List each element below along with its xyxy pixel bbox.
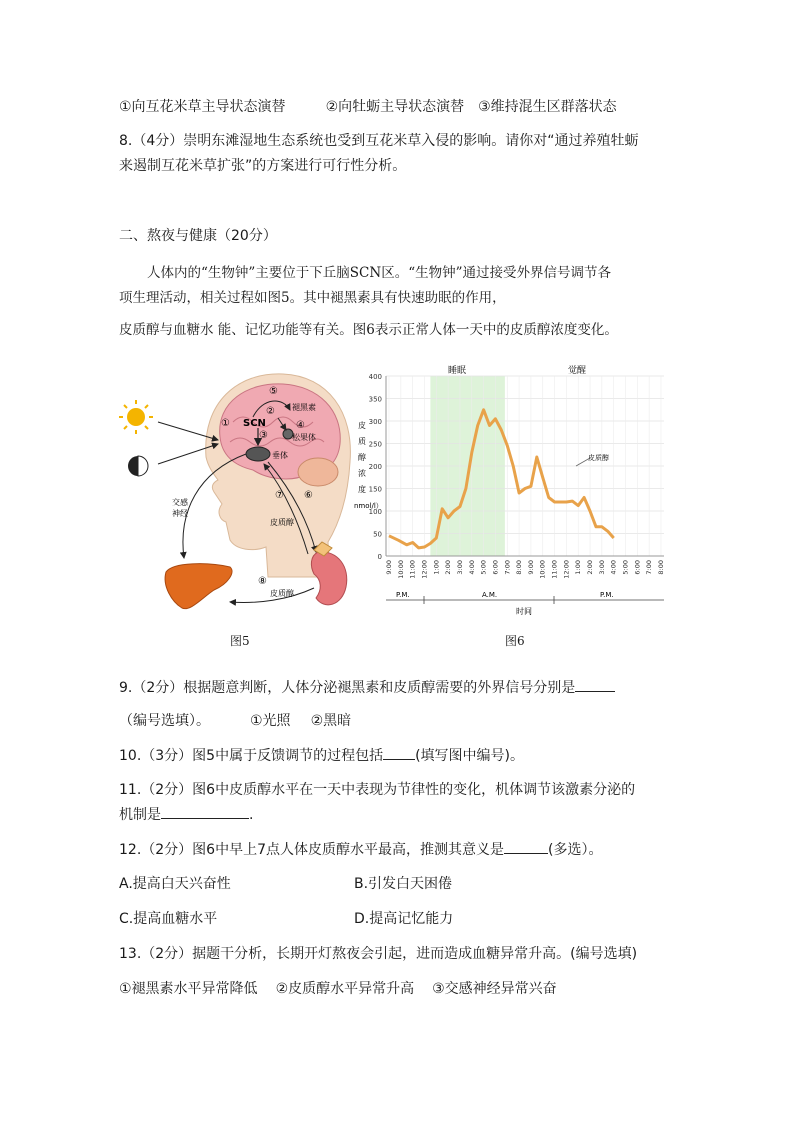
awake-band-label: 觉醒 (568, 366, 587, 376)
x-tick-label: 10:00 (538, 560, 547, 579)
x-tick-label: 3:00 (455, 560, 464, 575)
figure-5-caption: 图5 (230, 634, 250, 648)
y-tick-label: 400 (368, 373, 382, 381)
option-1: ①向互花米草主导状态演替 (119, 99, 286, 115)
y-tick-label: 50 (373, 530, 382, 539)
liver-icon (165, 564, 232, 609)
num-1: ① (221, 418, 230, 429)
x-tick-label: 2:00 (586, 560, 595, 575)
melatonin-label: 褪黑素 (292, 403, 316, 412)
question-8-line1: 8.（4分）崇明东滩湿地生态系统也受到互花米草入侵的影响。请你对“通过养殖牡蛎 (119, 133, 639, 149)
y-tick-label: 100 (368, 508, 382, 516)
q10-text: 10.（3分）图5中属于反馈调节的过程包括 (119, 748, 384, 764)
svg-text:度: 度 (358, 485, 366, 494)
intro-line2: 项生理活动，相关过程如图5。其中褪黑素具有快速助眠的作用， (119, 290, 506, 306)
x-tick-label: 12:00 (420, 560, 429, 579)
scn-label: SCN (243, 418, 266, 429)
svg-text:浓: 浓 (358, 469, 366, 478)
x-ticks (385, 560, 665, 579)
y-tick-label: 200 (368, 463, 382, 471)
moon-icon (128, 456, 148, 476)
chart-grid (386, 376, 664, 556)
q12-suffix: (多选）。 (548, 842, 603, 858)
figure-6-chart (354, 362, 670, 624)
q12-option-b: B.引发白天困倦 (354, 876, 453, 892)
question-12 (119, 839, 602, 860)
sympathetic-label-2: 神经 (172, 509, 188, 518)
q11-blank[interactable] (161, 804, 249, 819)
x-tick-label: 7:00 (503, 560, 512, 575)
q9-option-1: ①光照 (250, 713, 291, 729)
figure-6-caption: 图6 (505, 634, 525, 648)
q12-option-a: A.提高白天兴奋性 (119, 876, 231, 892)
period-am: A.M. (482, 591, 498, 599)
q9-text: 9.（2分）根据题意判断，人体分泌褪黑素和皮质醇需要的外界信号分别是 (119, 680, 576, 696)
x-tick-label: 11:00 (408, 560, 417, 579)
q12-blank[interactable] (504, 839, 548, 854)
y-tick-label: 150 (368, 485, 382, 494)
y-tick-label: 300 (368, 418, 382, 426)
x-tick-label: 1:00 (432, 560, 441, 575)
num-7: ⑦ (275, 490, 284, 501)
option-2: ②向牡蛎主导状态演替 (325, 99, 465, 115)
question-9-options (119, 711, 351, 731)
q9-instruction: （编号选填）。 (119, 713, 210, 729)
sun-icon (119, 400, 153, 434)
num-3: ③ (259, 430, 268, 441)
x-tick-label: 11:00 (550, 560, 559, 579)
x-axis-title: 时间 (516, 607, 532, 616)
q13-option-2: ②皮质醇水平异常升高 (275, 981, 415, 997)
question-11-line1: 11.（2分）图6中皮质醇水平在一天中表现为节律性的变化，机体调节该激素分泌的 (119, 782, 636, 798)
sympathetic-label-1: 交感 (172, 498, 188, 507)
q12-text: 12.（2分）图6中早上7点人体皮质醇水平最高，推测其意义是 (119, 842, 504, 858)
question-13: 13.（2分）据题干分析，长期开灯熬夜会引起，进而造成血糖异常升高。(编号选填) (119, 946, 638, 962)
x-tick-label: 2:00 (444, 560, 453, 575)
period-pm-2: P.M. (600, 591, 614, 599)
question-10 (119, 745, 524, 766)
question-13-options (119, 979, 557, 999)
intro-line1: 人体内的“生物钟”主要位于下丘脑SCN区。“生物钟”通过接受外界信号调节各 (147, 265, 611, 281)
y-ticks (369, 373, 382, 561)
figure-5-diagram (118, 362, 358, 617)
x-tick-label: 1:00 (574, 560, 583, 575)
num-4: ④ (296, 420, 305, 431)
pineal-label: 松果体 (292, 433, 316, 442)
q13-option-3: ③交感神经异常兴奋 (432, 981, 557, 997)
svg-text:皮: 皮 (358, 421, 366, 430)
option-3: ③维持混生区群落状态 (478, 99, 617, 115)
question-9 (119, 677, 615, 698)
cerebellum (298, 458, 338, 486)
q10-suffix: (填写图中编号)。 (415, 748, 525, 764)
q9-blank[interactable] (575, 677, 615, 692)
q9-option-2: ②黑暗 (310, 713, 352, 729)
q10-blank[interactable] (383, 745, 415, 760)
question-11-line2 (119, 804, 253, 825)
period-pm-1: P.M. (396, 591, 410, 599)
q12-option-c: C.提高血糖水平 (119, 911, 218, 927)
num-6: ⑥ (304, 490, 313, 501)
y-tick-label: 250 (368, 440, 382, 449)
q11-text: 机制是 (119, 807, 161, 823)
num-8: ⑧ (258, 576, 267, 587)
x-tick-label: 10:00 (396, 560, 405, 579)
svg-text:醇: 醇 (358, 453, 366, 462)
x-tick-label: 4:00 (609, 560, 618, 575)
x-tick-label: 5:00 (479, 560, 488, 575)
x-tick-label: 8:00 (657, 560, 665, 575)
cortisol-label-b: 皮质醇 (270, 589, 294, 598)
x-tick-label: 5:00 (621, 560, 630, 575)
pituitary-label: 垂体 (272, 451, 288, 460)
option-line (119, 97, 617, 117)
q11-suffix: . (249, 807, 254, 823)
question-8-line2: 来遏制互花米草扩张”的方案进行可行性分析。 (119, 158, 407, 174)
x-tick-label: 12:00 (562, 560, 571, 579)
y-tick-label: 0 (377, 553, 382, 561)
pituitary-gland (246, 447, 270, 461)
x-tick-label: 4:00 (467, 560, 476, 575)
q13-option-1: ①褪黑素水平异常降低 (119, 981, 258, 997)
intro-line3: 皮质醇与血糖水 能、记忆功能等有关。图6表示正常人体一天中的皮质醇浓度变化。 (119, 322, 618, 338)
q12-option-d: D.提高记忆能力 (354, 911, 454, 927)
num-2: ② (266, 406, 275, 417)
x-tick-label: 6:00 (491, 560, 500, 575)
series-label: 皮质醇 (588, 454, 609, 462)
svg-text:质: 质 (358, 437, 366, 446)
section-heading: 二、熬夜与健康（20分） (119, 228, 277, 244)
num-5: ⑤ (269, 386, 278, 397)
x-tick-label: 3:00 (597, 560, 606, 575)
x-tick-label: 9:00 (526, 560, 535, 575)
x-tick-label: 8:00 (515, 560, 524, 575)
y-tick-label: 350 (368, 395, 382, 404)
svg-text:nmol/l）: nmol/l） (354, 502, 383, 510)
sleep-band-label: 睡眠 (448, 366, 467, 376)
x-tick-label: 6:00 (633, 560, 642, 575)
kidney-icon (311, 552, 346, 605)
x-tick-label: 9:00 (385, 560, 393, 575)
x-tick-label: 7:00 (645, 560, 654, 575)
cortisol-label-a: 皮质醇 (270, 518, 294, 527)
